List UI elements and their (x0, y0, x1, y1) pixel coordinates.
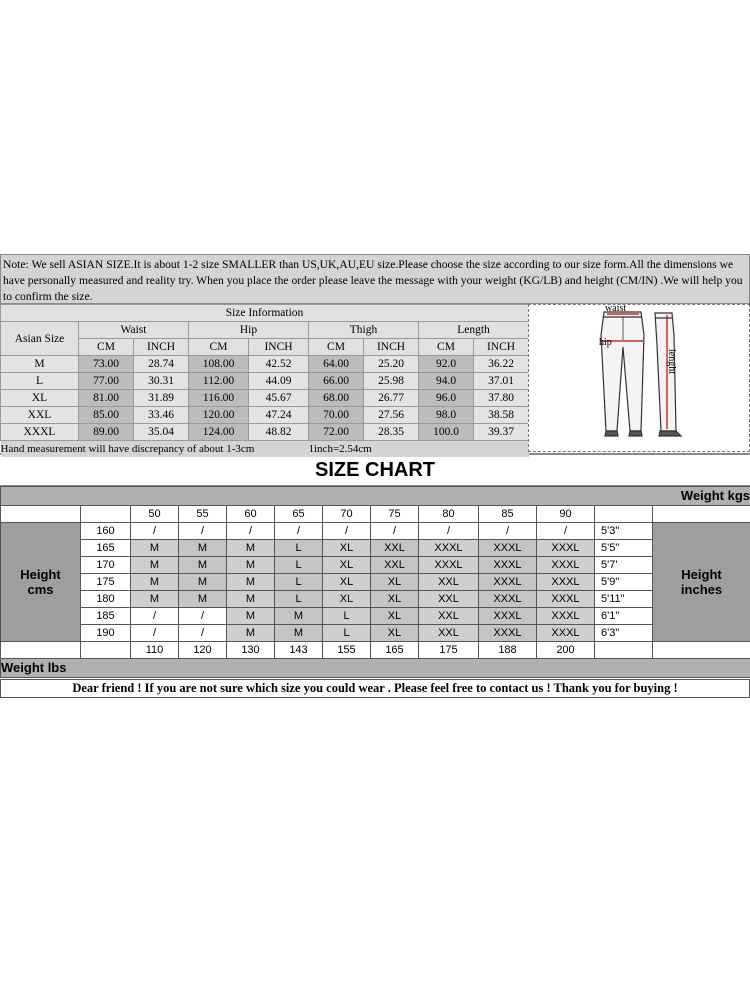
size-cell: XL (323, 540, 371, 557)
note-text: Note: We sell ASIAN SIZE.It is about 1-2 size SMALLER than US,UK,AU,EU size.Please choose the size according to our size form.All the dimensions we have personally measured and reality try. When you place the order please leave the message with your weight (KG/LB) and height (CM/IN) .We will help you to confirm the size. (0, 254, 750, 304)
height-inch-value: 5'3" (595, 523, 653, 540)
size-cell: M (227, 591, 275, 608)
weight-lb-value: 110 (131, 642, 179, 659)
size-value: 44.09 (249, 373, 309, 390)
size-cell: M (131, 557, 179, 574)
pants-illustration (529, 305, 749, 451)
asian-size-header: Asian Size (1, 322, 79, 356)
weight-kg-value: 75 (371, 506, 419, 523)
size-cell: XXL (371, 557, 419, 574)
size-cell: M (179, 557, 227, 574)
height-inches-text: Height inches (680, 567, 723, 597)
size-info-table (0, 304, 529, 457)
group-header: Waist (79, 322, 189, 339)
size-cell: / (179, 608, 227, 625)
size-cell: M (131, 540, 179, 557)
size-value: 35.04 (134, 424, 189, 441)
size-cell: XXXL (537, 625, 595, 642)
inch-conversion: 1inch=2.54cm (309, 441, 529, 458)
height-inch-value: 6'1" (595, 608, 653, 625)
size-value: 36.22 (474, 356, 529, 373)
size-cell: XXXL (479, 608, 537, 625)
size-value: 25.20 (364, 356, 419, 373)
height-cms-label (1, 523, 81, 642)
size-value: 45.67 (249, 390, 309, 407)
hip-label: hip (599, 337, 612, 348)
unit-header: INCH (364, 339, 419, 356)
size-cell: M (179, 574, 227, 591)
size-cell: XXXL (479, 574, 537, 591)
size-value: 66.00 (309, 373, 364, 390)
weight-lb-value: 130 (227, 642, 275, 659)
size-cell: / (419, 523, 479, 540)
size-cell: M (131, 574, 179, 591)
size-label: XL (1, 390, 79, 407)
weight-kgs-header: Weight kgs (1, 487, 750, 506)
size-cell: XXXL (479, 591, 537, 608)
weight-lb-value: 188 (479, 642, 537, 659)
size-value: 124.00 (189, 424, 249, 441)
waist-label: waist (605, 305, 627, 314)
size-cell: / (131, 608, 179, 625)
size-cell: L (323, 625, 371, 642)
size-chart-title: SIZE CHART (0, 453, 750, 486)
size-cell: M (227, 625, 275, 642)
size-guide (0, 254, 750, 698)
size-cell: / (323, 523, 371, 540)
chart-row (1, 574, 750, 591)
size-value: 30.31 (134, 373, 189, 390)
size-cell: L (275, 557, 323, 574)
pants-front-view (601, 312, 644, 436)
weight-lb-value: 155 (323, 642, 371, 659)
size-cell: M (227, 540, 275, 557)
weight-lb-value: 200 (537, 642, 595, 659)
size-cell: L (275, 591, 323, 608)
weight-kg-value: 80 (419, 506, 479, 523)
size-value: 96.0 (419, 390, 474, 407)
measurement-disclaimer: Hand measurement will have discrepancy of about 1-3cm (1, 441, 309, 458)
chart-row (1, 625, 750, 642)
size-row (1, 356, 529, 373)
size-cell: XXL (419, 608, 479, 625)
pants-side-view (655, 313, 681, 436)
size-cell: M (227, 557, 275, 574)
unit-header: INCH (474, 339, 529, 356)
size-value: 64.00 (309, 356, 364, 373)
size-cell: XXL (419, 625, 479, 642)
height-cm-value: 175 (81, 574, 131, 591)
weight-lb-value: 143 (275, 642, 323, 659)
size-value: 116.00 (189, 390, 249, 407)
size-value: 108.00 (189, 356, 249, 373)
size-cell: / (479, 523, 537, 540)
size-cell: XL (371, 574, 419, 591)
chart-row (1, 523, 750, 540)
size-value: 92.0 (419, 356, 474, 373)
weight-lb-value: 175 (419, 642, 479, 659)
size-info-title: Size Information (1, 305, 529, 322)
size-value: 39.37 (474, 424, 529, 441)
size-cell: XXXL (419, 557, 479, 574)
height-cm-value: 190 (81, 625, 131, 642)
size-row (1, 407, 529, 424)
height-inch-value: 5'5" (595, 540, 653, 557)
weight-lbs-header: Weight lbs (1, 659, 750, 678)
chart-row (1, 608, 750, 625)
size-value: 48.82 (249, 424, 309, 441)
size-cell: XXL (419, 591, 479, 608)
weight-kg-value: 70 (323, 506, 371, 523)
group-header: Length (419, 322, 529, 339)
size-label: XXL (1, 407, 79, 424)
unit-header: CM (309, 339, 364, 356)
size-cell: / (179, 625, 227, 642)
chart-row (1, 591, 750, 608)
unit-header: CM (189, 339, 249, 356)
weight-kg-value: 65 (275, 506, 323, 523)
size-value: 120.00 (189, 407, 249, 424)
size-cell: XL (371, 608, 419, 625)
unit-header: INCH (134, 339, 189, 356)
size-cell: XL (323, 557, 371, 574)
weight-kg-value: 90 (537, 506, 595, 523)
height-cm-value: 170 (81, 557, 131, 574)
size-value: 28.35 (364, 424, 419, 441)
size-value: 85.00 (79, 407, 134, 424)
size-value: 37.01 (474, 373, 529, 390)
size-cell: L (275, 540, 323, 557)
height-cm-value: 160 (81, 523, 131, 540)
height-cms-text: Height cms (20, 567, 61, 597)
size-cell: XXXL (419, 540, 479, 557)
size-cell: / (179, 523, 227, 540)
size-value: 37.80 (474, 390, 529, 407)
pants-diagram (528, 304, 750, 452)
height-cm-value: 185 (81, 608, 131, 625)
size-cell: XL (371, 625, 419, 642)
size-value: 70.00 (309, 407, 364, 424)
height-inches-label (653, 523, 750, 642)
size-value: 33.46 (134, 407, 189, 424)
chart-row (1, 540, 750, 557)
size-cell: L (323, 608, 371, 625)
size-value: 112.00 (189, 373, 249, 390)
size-value: 98.0 (419, 407, 474, 424)
size-value: 26.77 (364, 390, 419, 407)
size-cell: L (275, 574, 323, 591)
height-inch-value: 5'7' (595, 557, 653, 574)
size-cell: / (227, 523, 275, 540)
weight-kg-value: 55 (179, 506, 227, 523)
size-value: 77.00 (79, 373, 134, 390)
size-value: 27.56 (364, 407, 419, 424)
size-label: M (1, 356, 79, 373)
size-label: XXXL (1, 424, 79, 441)
size-cell: / (275, 523, 323, 540)
size-value: 42.52 (249, 356, 309, 373)
size-cell: XXXL (537, 574, 595, 591)
size-value: 81.00 (79, 390, 134, 407)
size-cell: XXXL (479, 540, 537, 557)
size-value: 68.00 (309, 390, 364, 407)
size-cell: M (275, 608, 323, 625)
height-inch-value: 5'11" (595, 591, 653, 608)
size-cell: / (131, 523, 179, 540)
unit-header: CM (419, 339, 474, 356)
chart-row (1, 557, 750, 574)
size-cell: M (131, 591, 179, 608)
size-cell: XL (371, 591, 419, 608)
contact-message: Dear friend ! If you are not sure which size you could wear . Please feel free to contact us ! Thank you for buying ! (0, 679, 750, 698)
size-chart-table (0, 486, 750, 678)
size-row (1, 390, 529, 407)
size-info-table-wrap (0, 304, 528, 457)
group-header: Hip (189, 322, 309, 339)
size-value: 47.24 (249, 407, 309, 424)
size-value: 94.0 (419, 373, 474, 390)
size-cell: M (227, 608, 275, 625)
size-cell: XXL (371, 540, 419, 557)
size-cell: M (227, 574, 275, 591)
size-label: L (1, 373, 79, 390)
size-value: 31.89 (134, 390, 189, 407)
size-value: 100.0 (419, 424, 474, 441)
size-cell: / (537, 523, 595, 540)
size-value: 28.74 (134, 356, 189, 373)
size-value: 72.00 (309, 424, 364, 441)
size-cell: M (179, 591, 227, 608)
group-header: Thigh (309, 322, 419, 339)
size-value: 25.98 (364, 373, 419, 390)
size-cell: XXXL (537, 540, 595, 557)
size-cell: XL (323, 574, 371, 591)
size-value: 38.58 (474, 407, 529, 424)
size-cell: M (179, 540, 227, 557)
weight-kg-value: 50 (131, 506, 179, 523)
size-cell: XXL (419, 574, 479, 591)
size-value: 73.00 (79, 356, 134, 373)
size-cell: XXXL (479, 625, 537, 642)
size-cell: XXXL (537, 608, 595, 625)
size-row (1, 424, 529, 441)
size-info-section (0, 304, 750, 453)
size-cell: XXXL (537, 591, 595, 608)
size-row (1, 373, 529, 390)
size-cell: XL (323, 591, 371, 608)
size-value: 89.00 (79, 424, 134, 441)
size-cell: XXXL (479, 557, 537, 574)
height-inch-value: 6'3" (595, 625, 653, 642)
unit-header: CM (79, 339, 134, 356)
size-cell: / (131, 625, 179, 642)
size-cell: / (371, 523, 419, 540)
length-label: lenght (666, 349, 677, 374)
size-cell: M (275, 625, 323, 642)
height-cm-value: 180 (81, 591, 131, 608)
weight-lb-value: 165 (371, 642, 419, 659)
weight-lb-value: 120 (179, 642, 227, 659)
unit-header: INCH (249, 339, 309, 356)
weight-kg-value: 60 (227, 506, 275, 523)
size-cell: XXXL (537, 557, 595, 574)
height-cm-value: 165 (81, 540, 131, 557)
height-inch-value: 5'9" (595, 574, 653, 591)
weight-kg-value: 85 (479, 506, 537, 523)
